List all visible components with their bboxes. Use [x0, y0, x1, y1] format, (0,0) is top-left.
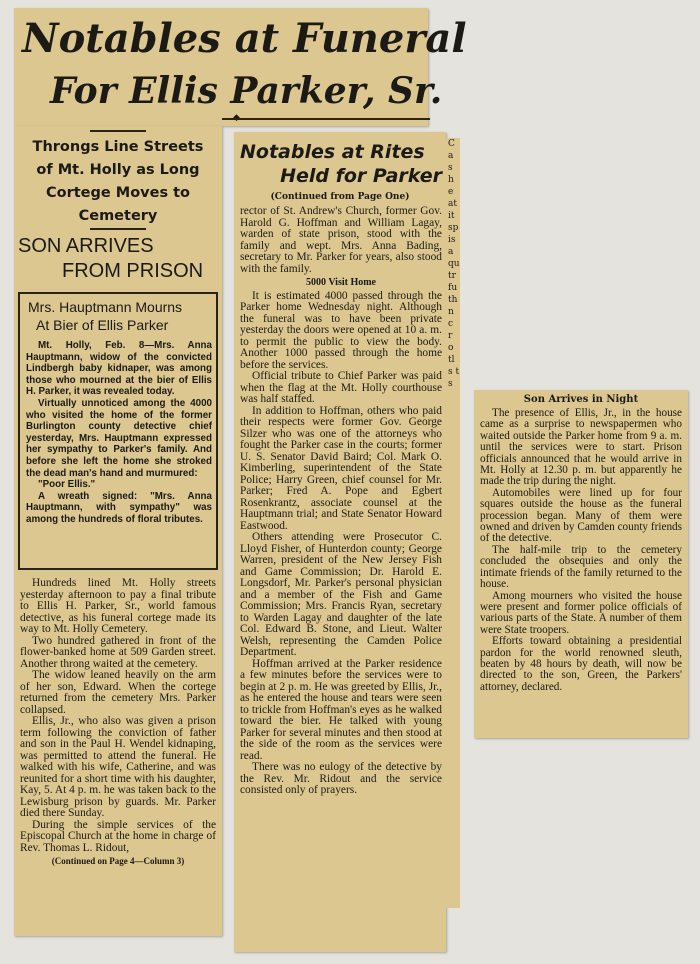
paragraph: Virtually unnoticed among the 4000 who visited the home of the former Burlington county detective chief yesterday, Mrs. Hauptmann expressed her sympathy to Parker's family. And before she left the home she stroked the dead man's hand and murmured:: [26, 397, 212, 479]
left-article-body: [20, 578, 216, 868]
paragraph: Hundreds lined Mt. Holly streets yesterday afternoon to pay a final tribute to Ellis H. Parker, Sr., world famous detective, as his funeral cortege made its way to Mt. Holly Cemetery.: [20, 577, 216, 635]
paragraph: Efforts toward obtaining a presidential pardon for the world renowned sleuth, beaten by 48 hours by death, will now be directed to the son, Green, the Parkers' attorney, declared.: [480, 635, 682, 693]
paragraph: In addition to Hoffman, others who paid their respects were former Gov. George Silzer who was one of the attorneys who fought the Parker case in the courts; former U. S. Senator David Baird; Col. Mark O. Kimberling, superintendent of the State Police; Harry Green, chief counsel for Mr. Parker; Fred A. Pope and Egbert Rosenkrantz, associate counsel at the Hauptmann trial; and State Senator Howard Eastwood.: [240, 404, 442, 532]
continued-note: (Continued on Page 4—Column 3): [51, 856, 185, 866]
headline-line: Held for Parker: [280, 165, 442, 187]
paragraph: It is estimated 4000 passed through the Parker home Wednesday night. Although the funeral was to have been private yesterday the doors were opened at 10 a. m. to permit the public to view the body. Another 1000 passed through the home before the services.: [240, 289, 442, 371]
paragraph: The half-mile trip to the cemetery concluded the obsequies and only the intimate friends of the family returned to the house.: [480, 543, 682, 591]
left-column-clipping: [14, 126, 222, 936]
partial-clipping-strip: [446, 138, 460, 908]
subhead-line: FROM PRISON: [62, 260, 204, 282]
right-clipping: [474, 390, 688, 738]
paragraph: During the simple services of the Episcopal Church at the home in charge of Rev. Thomas L. Ridout,: [20, 818, 216, 854]
boxed-story-hauptmann: [18, 292, 218, 570]
continued-from-note: (Continued from Page One): [270, 192, 410, 202]
section-subhead: 5000 Visit Home: [306, 277, 376, 288]
subhead-line: Throngs Line Streets: [32, 139, 204, 155]
paragraph: The widow leaned heavily on the arm of her son, Edward. When the cortege returned from the cemetery Mrs. Parker collapsed.: [20, 669, 216, 716]
paragraph: Hoffman arrived at the Parker residence a few minutes before the services were to begin at 2 p. m. He was greeted by Ellis, Jr., as he entered the house and tears were seen to trickle from Hoffman's eyes as he walked toward the bier. He talked with young Parker for several minutes and then stood at the side of the room as the services were read.: [240, 657, 442, 762]
divider: [90, 130, 146, 132]
headline-line: Notables at Rites: [240, 141, 425, 163]
boxed-story-title: [28, 298, 214, 334]
paragraph: There was no eulogy of the detective by the Rev. Mr. Ridout and the service consisted only of prayers.: [240, 761, 442, 796]
paragraph: A wreath signed: "Mrs. Anna Hauptmann, with sympathy" was among the hundreds of floral tributes.: [26, 490, 212, 525]
headline-line-2: For Ellis Parker, Sr.: [50, 70, 443, 112]
right-article-body: [480, 408, 682, 693]
paragraph: Among mourners who visited the house were present and former police officials of various parts of the State. A number of them were State troopers.: [480, 589, 682, 636]
paragraph: rector of St. Andrew's Church, former Gov. Harold G. Hoffman and William Lagay, warden of state prison, stood with the family and wept. Mrs. Anna Bading, secretary to Mr. Parker for years, also stood with the family.: [240, 205, 442, 275]
paragraph: The presence of Ellis, Jr., in the house came as a surprise to newspapermen who waited outside the Parker home from 9 a. m. until the services were to start. Prison officials announced that he would arrive in Mt. Holly at 12.30 p. m. but apparently he made the trip during the night.: [480, 407, 682, 488]
paragraph: Mt. Holly, Feb. 8—Mrs. Anna Hauptmann, widow of the convicted Lindbergh baby kidnaper, was among those who mourned at the bier of Ellis H. Parker, it was revealed today.: [26, 340, 212, 398]
subhead-line: SON ARRIVES: [18, 235, 154, 257]
title-line: Mrs. Hauptmann Mourns: [28, 299, 183, 315]
section-heading: Son Arrives in Night: [523, 394, 639, 405]
subhead-line: of Mt. Holly as Long: [36, 162, 200, 178]
subheadline-son-arrives: [18, 234, 220, 284]
subhead-line: Cemetery: [78, 208, 158, 224]
divider: [90, 228, 146, 230]
paragraph: Automobiles were lined up for four squares outside the house as the funeral procession began. Many of them were owned and driven by Camden county friends of the detective.: [480, 486, 682, 545]
continuation-headline: [240, 140, 444, 188]
strip-text: C a s h e at it sp is a qu tr fu th n c r o tl s t s: [448, 139, 460, 389]
subhead-line: Cortege Moves to: [45, 185, 191, 201]
paragraph: Others attending were Prosecutor C. Lloyd Fisher, of Hunterdon county; George Warren, president of the New Jersey Fish and Game Commission; Dr. Harold E. Longsdorf, Mr. Parker's personal physician and a member of the Fish and Game Commission; Mrs. Francis Ryan, secretary to Warden Lagay and daughter of the late Col. Edward B. Stone, and Lieut. Walter Welsh, representing the Camden Police Department.: [240, 531, 442, 658]
paragraph: "Poor Ellis.": [38, 479, 96, 491]
paragraph: Ellis, Jr., who also was given a prison term following the conviction of father and son in the Paul H. Wendel kidnaping, was permitted to attend the funeral. He walked with his wife, Catherine, and was reunited for a short time with his daughter, Kay, 5. At 4 p. m. he was taken back to the Lewisburg prison by guards. Mr. Parker died there Sunday.: [20, 715, 216, 819]
middle-column-clipping: [234, 132, 446, 952]
boxed-story-text: [26, 340, 212, 526]
headline-rule: [222, 118, 430, 120]
middle-article-body: [240, 206, 442, 797]
paragraph: Official tribute to Chief Parker was paid when the flag at the Mt. Holly courthouse was half staffed.: [240, 370, 442, 405]
headline-line-1: Notables at Funeral: [22, 15, 467, 62]
title-line: At Bier of Ellis Parker: [36, 317, 169, 333]
headline-clipping: [14, 8, 467, 126]
subheadline-throngs: [18, 136, 218, 228]
paragraph: Two hundred gathered in front of the flower-banked home at 509 Garden street. Another throng waited at the cemetery.: [20, 634, 216, 670]
